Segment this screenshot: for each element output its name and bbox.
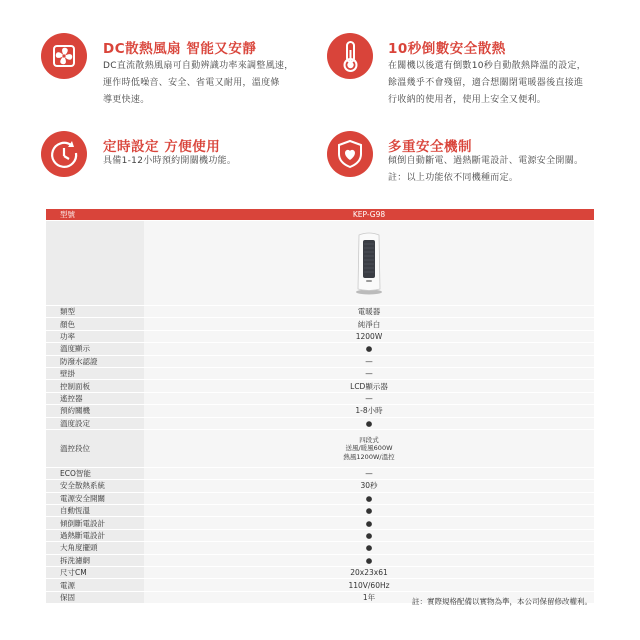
row-value: ● bbox=[144, 417, 594, 429]
row-value: ● bbox=[144, 517, 594, 529]
row-label: 溫控段位 bbox=[46, 429, 144, 467]
feature-title: 定時設定 方便使用 bbox=[103, 139, 221, 155]
table-row bbox=[46, 579, 594, 591]
feature-description bbox=[388, 153, 583, 187]
description-line: 餘溫幾乎不會殘留，適合想關閉電暖器後直接進 bbox=[388, 78, 584, 88]
table-row bbox=[46, 567, 594, 579]
header-label: 型號 bbox=[46, 209, 144, 221]
row-label: 安全散熱系統 bbox=[46, 480, 144, 492]
row-value: 電暖器 bbox=[144, 306, 594, 318]
timer-icon bbox=[41, 131, 87, 177]
row-label: 溫度設定 bbox=[46, 417, 144, 429]
row-label: 功率 bbox=[46, 330, 144, 342]
row-label: 拆洗濾網 bbox=[46, 554, 144, 566]
row-value: ● bbox=[144, 554, 594, 566]
row-value: ● bbox=[144, 492, 594, 504]
table-row bbox=[46, 417, 594, 429]
row-value: — bbox=[144, 367, 594, 379]
row-label: ECO智能 bbox=[46, 467, 144, 479]
row-label: 自動恆溫 bbox=[46, 505, 144, 517]
feature-title: 10秒倒數安全散熱 bbox=[388, 41, 506, 57]
row-value: — bbox=[144, 355, 594, 367]
row-value: 1-8小時 bbox=[144, 405, 594, 417]
image-label-cell bbox=[46, 221, 144, 306]
row-label: 保固 bbox=[46, 591, 144, 603]
value-line: 熱風1200W/溫控 bbox=[343, 452, 395, 461]
thermometer-icon bbox=[327, 33, 373, 79]
row-label: 大角度擺頭 bbox=[46, 542, 144, 554]
table-row bbox=[46, 355, 594, 367]
row-label: 控制面板 bbox=[46, 380, 144, 392]
row-label: 壁掛 bbox=[46, 367, 144, 379]
table-row bbox=[46, 554, 594, 566]
disclaimer-note: 註：實際規格配備以實物為準，本公司保留修改權利。 bbox=[412, 597, 592, 606]
value-line: 送風/暖風600W bbox=[345, 444, 393, 453]
row-value: 110V/60Hz bbox=[144, 579, 594, 591]
row-value: ● bbox=[144, 529, 594, 541]
table-row bbox=[46, 467, 594, 479]
table-row bbox=[46, 306, 594, 318]
spec-table bbox=[46, 209, 594, 604]
feature-title: 多重安全機制 bbox=[388, 139, 472, 155]
row-label: 過熱斷電設計 bbox=[46, 529, 144, 541]
product-image-row bbox=[46, 221, 594, 306]
row-value: — bbox=[144, 467, 594, 479]
row-value bbox=[144, 429, 594, 467]
description-line: 在關機以後還有倒數10秒自動散熱降溫的設定， bbox=[388, 61, 587, 71]
row-value: LCD顯示器 bbox=[144, 380, 594, 392]
table-row bbox=[46, 318, 594, 330]
table-row bbox=[46, 392, 594, 404]
row-label: 遙控器 bbox=[46, 392, 144, 404]
row-label: 溫度顯示 bbox=[46, 343, 144, 355]
row-value: — bbox=[144, 392, 594, 404]
row-value: ● bbox=[144, 505, 594, 517]
description-line: 具備1-12小時預約開關機功能。 bbox=[103, 156, 237, 166]
table-row bbox=[46, 529, 594, 541]
heater-image bbox=[352, 231, 386, 295]
row-label: 尺寸CM bbox=[46, 567, 144, 579]
row-value: 純淨白 bbox=[144, 318, 594, 330]
feature-description bbox=[103, 58, 294, 109]
table-row bbox=[46, 405, 594, 417]
value-line: 四段式 bbox=[359, 435, 379, 444]
table-row bbox=[46, 380, 594, 392]
table-row bbox=[46, 492, 594, 504]
row-value: 1年 bbox=[144, 591, 594, 603]
row-label: 電源 bbox=[46, 579, 144, 591]
row-label: 顏色 bbox=[46, 318, 144, 330]
table-row bbox=[46, 542, 594, 554]
description-line: 行收納的使用者，使用上安全又便利。 bbox=[388, 95, 547, 105]
table-row bbox=[46, 480, 594, 492]
row-label: 類型 bbox=[46, 306, 144, 318]
row-value: 20x23x61 bbox=[144, 567, 594, 579]
product-image-cell bbox=[144, 221, 594, 306]
row-value: ● bbox=[144, 542, 594, 554]
table-row bbox=[46, 505, 594, 517]
row-label: 預約關機 bbox=[46, 405, 144, 417]
fan-icon bbox=[41, 33, 87, 79]
shield-heart-icon bbox=[327, 131, 373, 177]
row-label: 電源安全開關 bbox=[46, 492, 144, 504]
feature-title: DC散熱風扇 智能又安靜 bbox=[103, 41, 257, 57]
description-line: 註：以上功能依不同機種而定。 bbox=[388, 173, 519, 183]
table-header-row bbox=[46, 209, 594, 221]
row-label: 傾倒斷電設計 bbox=[46, 517, 144, 529]
model-number: KEP-G98 bbox=[144, 209, 594, 221]
description-line: 傾倒自動斷電、過熱斷電設計、電源安全開關。 bbox=[388, 156, 584, 166]
feature-description bbox=[388, 58, 586, 109]
table-row bbox=[46, 429, 594, 467]
description-line: 運作時低噪音、安全、省電又耐用，溫度條 bbox=[103, 78, 280, 88]
table-row bbox=[46, 330, 594, 342]
feature-description bbox=[103, 153, 236, 170]
description-line: 導更快速。 bbox=[103, 95, 150, 105]
table-row bbox=[46, 343, 594, 355]
table-row bbox=[46, 517, 594, 529]
description-line: DC直流散熱風扇可自動辨識功率來調整風速， bbox=[103, 61, 294, 71]
table-row bbox=[46, 367, 594, 379]
row-value: 1200W bbox=[144, 330, 594, 342]
row-label: 防潑水認證 bbox=[46, 355, 144, 367]
row-value: ● bbox=[144, 343, 594, 355]
row-value: 30秒 bbox=[144, 480, 594, 492]
